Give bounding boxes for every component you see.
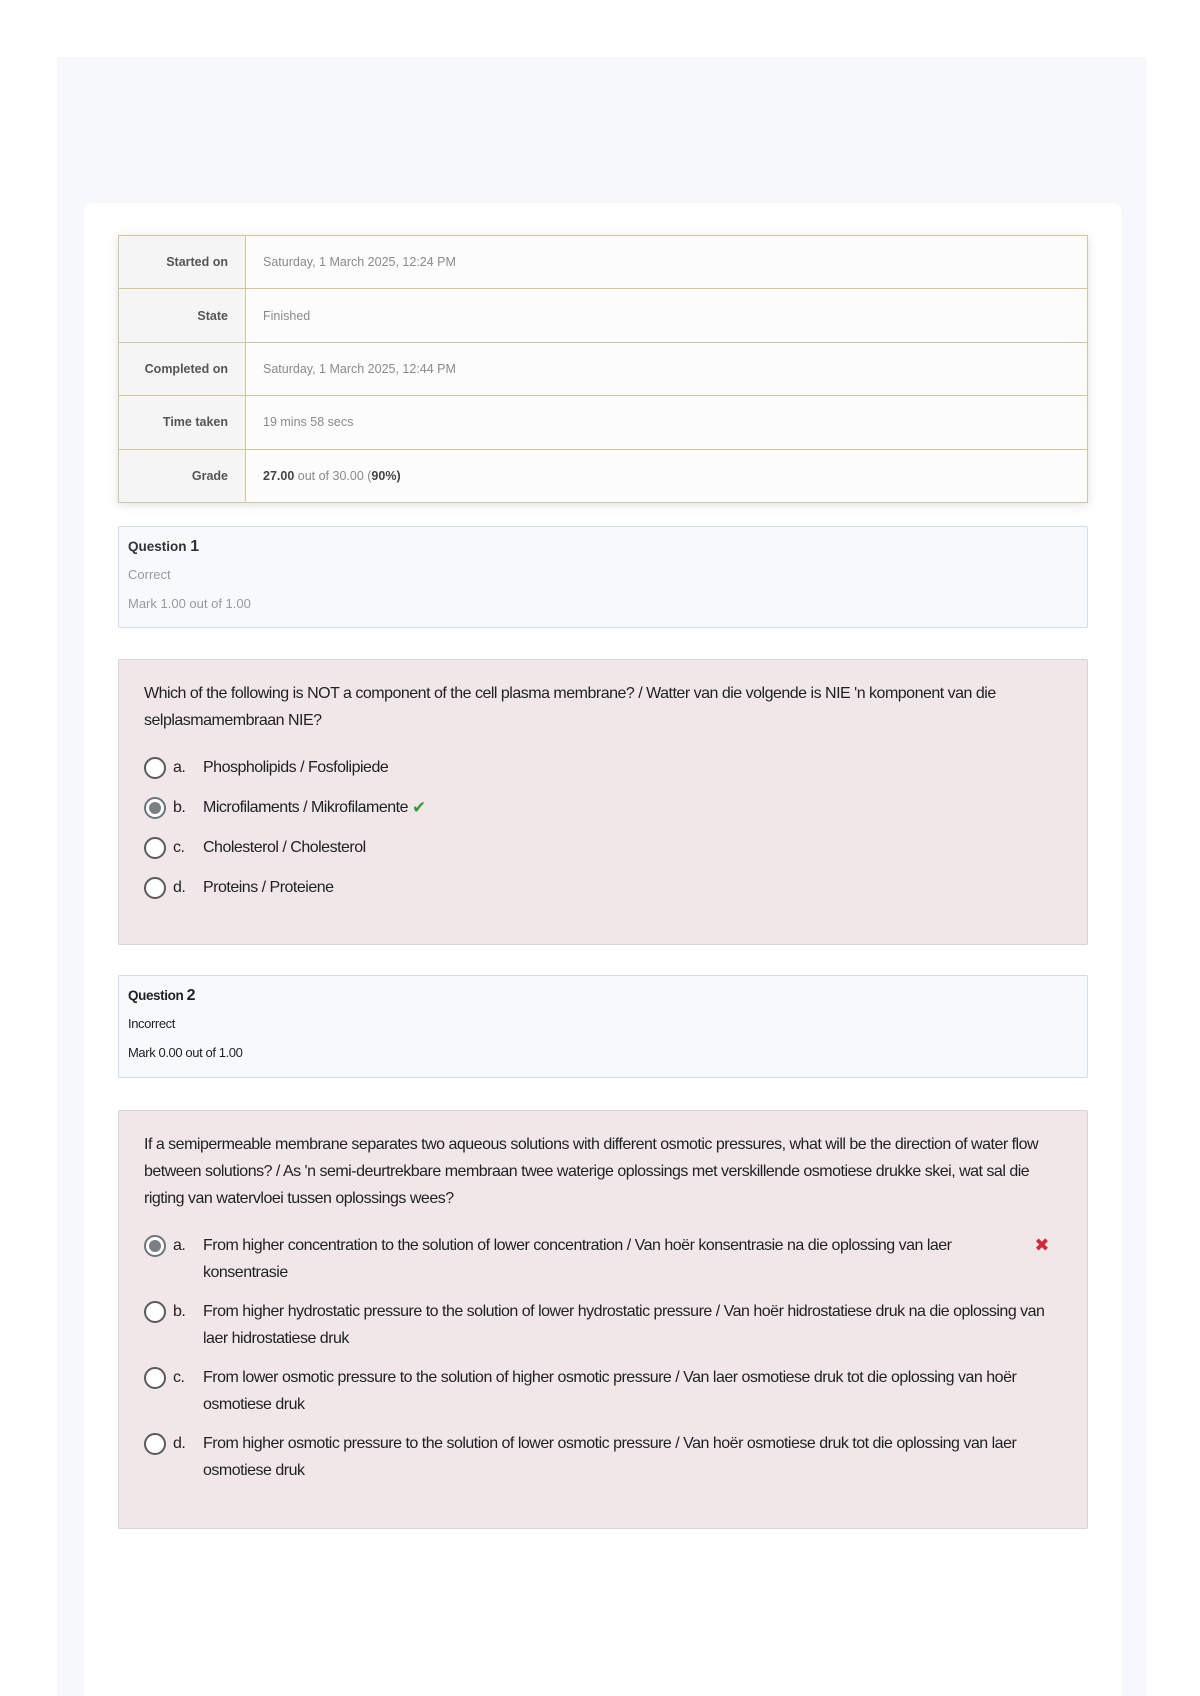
grade-percent: 90 bbox=[371, 468, 386, 483]
option-letter: a. bbox=[173, 759, 186, 776]
question-1-content bbox=[118, 659, 1088, 945]
incorrect-cross-icon: ✖ bbox=[1034, 1235, 1049, 1255]
summary-label: State bbox=[119, 289, 246, 342]
option-text: Proteins / Proteiene bbox=[203, 879, 334, 896]
summary-row-time-taken bbox=[119, 396, 1088, 449]
answer-options bbox=[144, 1232, 1061, 1484]
summary-row-completed bbox=[119, 342, 1088, 395]
question-label: Question bbox=[128, 988, 184, 1003]
option-letter: d. bbox=[173, 879, 186, 896]
summary-label: Time taken bbox=[119, 396, 246, 449]
answer-option-a[interactable] bbox=[144, 1232, 1061, 1286]
answer-option-b[interactable] bbox=[144, 1298, 1061, 1352]
question-1-info bbox=[118, 526, 1088, 628]
question-2-info bbox=[118, 975, 1088, 1078]
radio-button[interactable] bbox=[144, 1367, 166, 1389]
radio-button-selected[interactable] bbox=[144, 1235, 166, 1257]
question-number bbox=[128, 987, 1078, 1005]
grade-rest: out of 30.00 ( bbox=[294, 468, 372, 483]
option-text: From higher concentration to the solution of lower concentration / Van hoër konsentrasie na die oplossing van laer konsentrasie bbox=[203, 1237, 952, 1281]
question-number bbox=[128, 538, 1078, 556]
answer-option-b[interactable] bbox=[144, 794, 1061, 821]
option-text: From higher osmotic pressure to the solution of lower osmotic pressure / Van hoër osmotiese druk tot die oplossing van laer osmotiese druk bbox=[203, 1435, 1017, 1479]
radio-button-selected[interactable] bbox=[144, 797, 166, 819]
answer-option-d[interactable] bbox=[144, 874, 1061, 901]
question-grade: Mark 0.00 out of 1.00 bbox=[128, 1045, 243, 1060]
answer-option-a[interactable] bbox=[144, 754, 1061, 781]
summary-value: Finished bbox=[246, 289, 1088, 342]
grade-end: %) bbox=[385, 468, 401, 483]
summary-value bbox=[246, 449, 1088, 502]
summary-value: 19 mins 58 secs bbox=[246, 396, 1088, 449]
option-text: From lower osmotic pressure to the solution of higher osmotic pressure / Van laer osmotiese druk tot die oplossing van hoër osmotiese druk bbox=[203, 1369, 1017, 1413]
option-letter: b. bbox=[173, 799, 186, 816]
attempt-summary-table bbox=[118, 235, 1088, 503]
question-state: Correct bbox=[128, 567, 171, 582]
option-text: Phospholipids / Fosfolipiede bbox=[203, 759, 389, 776]
question-state: Incorrect bbox=[128, 1016, 175, 1031]
summary-label: Started on bbox=[119, 236, 246, 289]
answer-options bbox=[144, 754, 1061, 901]
answer-option-c[interactable] bbox=[144, 834, 1061, 861]
question-text: If a semipermeable membrane separates two aqueous solutions with different osmotic pressures, what will be the direction of water flow between solutions? / As 'n semi-deurtrekbare membraan twee waterige oplossings met verskillende osmotiese drukke skei, wat sal die rigting van watervloei tussen oplossings wees? bbox=[144, 1136, 1039, 1207]
summary-label: Grade bbox=[119, 449, 246, 502]
option-letter: c. bbox=[173, 839, 185, 856]
summary-row-started bbox=[119, 236, 1088, 289]
radio-button[interactable] bbox=[144, 837, 166, 859]
answer-option-d[interactable] bbox=[144, 1430, 1061, 1484]
summary-value: Saturday, 1 March 2025, 12:24 PM bbox=[246, 236, 1088, 289]
summary-row-grade bbox=[119, 449, 1088, 502]
grade-score: 27.00 bbox=[263, 468, 295, 483]
summary-row-state bbox=[119, 289, 1088, 342]
question-text: Which of the following is NOT a component of the cell plasma membrane? / Watter van die volgende is NIE 'n komponent van die selplasmamembraan NIE? bbox=[144, 685, 996, 729]
correct-check-icon: ✔ bbox=[412, 798, 426, 817]
summary-label: Completed on bbox=[119, 342, 246, 395]
question-number-value: 1 bbox=[190, 538, 200, 555]
option-letter: c. bbox=[173, 1369, 185, 1386]
question-label: Question bbox=[128, 539, 187, 554]
summary-value: Saturday, 1 March 2025, 12:44 PM bbox=[246, 342, 1088, 395]
option-letter: a. bbox=[173, 1237, 186, 1254]
option-text: Microfilaments / Mikrofilamente bbox=[203, 799, 408, 816]
radio-button[interactable] bbox=[144, 1301, 166, 1323]
option-text: From higher hydrostatic pressure to the solution of lower hydrostatic pressure / Van hoër hidrostatiese druk na die oplossing van laer hidrostatiese druk bbox=[203, 1303, 1045, 1347]
question-2-content bbox=[118, 1110, 1088, 1529]
question-number-value: 2 bbox=[186, 987, 196, 1004]
question-grade: Mark 1.00 out of 1.00 bbox=[128, 596, 251, 611]
radio-button[interactable] bbox=[144, 757, 166, 779]
radio-button[interactable] bbox=[144, 1433, 166, 1455]
option-letter: d. bbox=[173, 1435, 186, 1452]
radio-button[interactable] bbox=[144, 877, 166, 899]
answer-option-c[interactable] bbox=[144, 1364, 1061, 1418]
option-letter: b. bbox=[173, 1303, 186, 1320]
option-text: Cholesterol / Cholesterol bbox=[203, 839, 366, 856]
